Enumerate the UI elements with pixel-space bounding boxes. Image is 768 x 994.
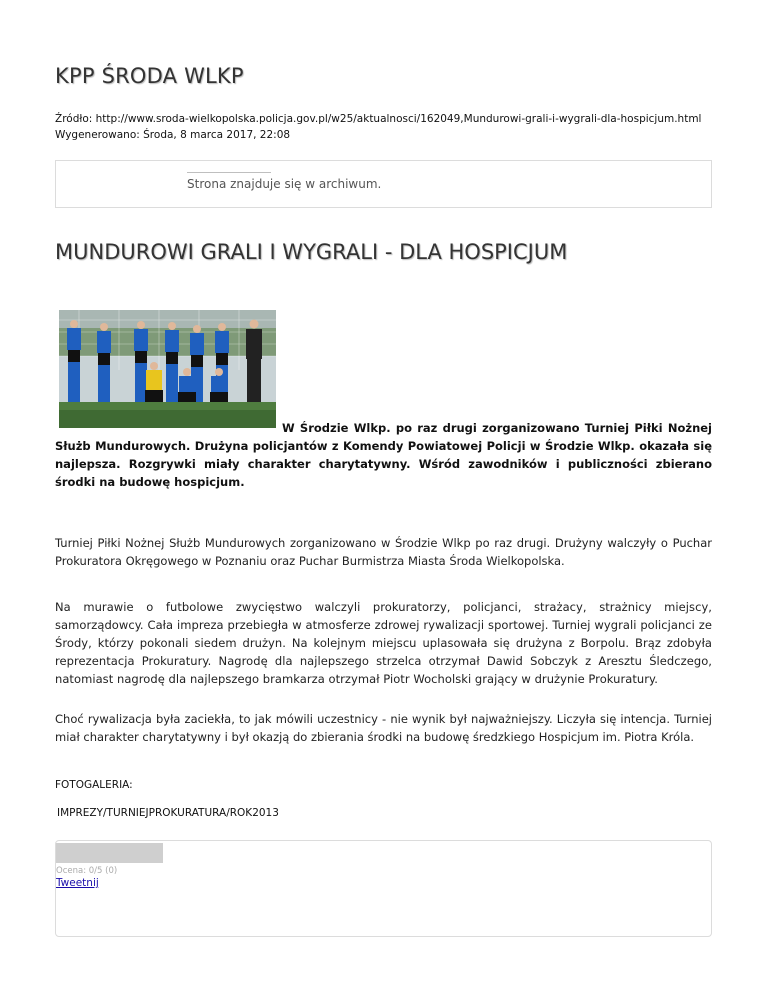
tweet-link[interactable]: Tweetnij (56, 877, 99, 889)
article-paragraph: Choć rywalizacja była zaciekła, to jak mówili uczestnicy - nie wynik był najważniejszy. Liczyła się intencja. Turniej miał charakter charytatywny i był okazją do zbierania środki na budowę średzkiego Hospicjum im. Piotra Króla. (55, 712, 712, 744)
archive-notice: Strona znajduje się w archiwum. (187, 177, 382, 191)
gallery-path: IMPREZY/TURNIEJPROKURATURA/ROK2013 (57, 807, 279, 819)
source-url: Źródło: http://www.sroda-wielkopolska.policja.gov.pl/w25/aktualnosci/162049,Mundurowi-grali-i-wygrali-dla-hospicjum.html (55, 113, 702, 125)
article-paragraph: Na murawie o futbolowe zwycięstwo walczyli prokuratorzy, policjanci, strażacy, strażnicy miejscy, samorządowcy. Cała impreza przebiegła w atmosferze zdrowej rywalizacji sportowej. Turniej wygrali policjanci ze Środy, którzy pokonali siedem drużyn. Na kolejnym miejscu uplasowała się drużyna z Borpolu. Brąz zdobyła reprezentacja Prokuratury. Nagrodę dla najlepszego strzelca otrzymał Dawid Sobczyk z Aresztu Śledczego, natomiast nagrodę dla najlepszego bramkarza otrzymał Piotr Wocholski grający w drużynie Prokuratury. (55, 600, 712, 686)
article-lead: W Środzie Wlkp. po raz drugi zorganizowano Turniej Piłki Nożnej Służb Mundurowych. Drużyna policjantów z Komendy Powiatowej Policji w Środzie Wlkp. okazała się najlepsza. Rozgrywki miały charakter charytatywny. Wśród zawodników i publiczności zbierano środki na budowę hospicjum. (55, 421, 712, 489)
rating-stars-bar[interactable] (56, 843, 163, 863)
generated-date: Wygenerowano: Środa, 8 marca 2017, 22:08 (55, 129, 291, 141)
team-photo-illustration (59, 310, 276, 428)
article-title: MUNDUROWI GRALI I WYGRALI - DLA HOSPICJUM (55, 240, 568, 264)
rating-text: Ocena: 0/5 (0) (56, 866, 118, 876)
site-title: KPP ŚRODA WLKP (55, 64, 244, 88)
gallery-label: FOTOGALERIA: (55, 779, 133, 791)
article-paragraph: Turniej Piłki Nożnej Służb Mundurowych zorganizowano w Środzie Wlkp po raz drugi. Drużyny walczyły o Puchar Prokuratora Okręgowego w Poznaniu oraz Puchar Burmistrza Miasta Środa Wielkopolska. (55, 536, 712, 568)
rating-box (55, 840, 712, 937)
team-photo (59, 310, 276, 428)
document-meta (55, 111, 701, 143)
archive-notice-box (55, 160, 712, 208)
archive-divider (187, 172, 271, 173)
